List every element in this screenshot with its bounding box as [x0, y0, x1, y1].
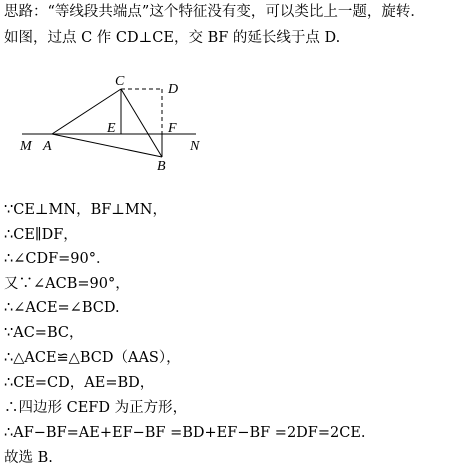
step-11: 故选 B. [4, 450, 53, 466]
step-1: ∵CE⊥MN，BF⊥MN， [4, 202, 167, 218]
step-9: ∴四边形 CEFD 为正方形， [4, 400, 188, 416]
label-d: D [168, 82, 179, 97]
step-7: ∴△ACE≌△BCD（AAS）， [4, 350, 181, 366]
step-10: ∴AF−BF=AE+EF−BF =BD+EF−BF =2DF=2CE. [4, 425, 366, 441]
step-3: ∴∠CDF=90°． [4, 251, 111, 267]
step-8: ∴CE=CD，AE=BD， [4, 375, 155, 391]
label-b: B [157, 159, 166, 174]
label-n: N [190, 139, 200, 154]
step-2: ∴CE∥DF， [4, 227, 78, 243]
step-6: ∵AC=BC， [4, 325, 84, 341]
intro-line-2: 如图，过点 C 作 CD⊥CE，交 BF 的延长线于点 D. [4, 30, 341, 46]
intro-line-1: 思路：“等线段共端点”这个特征没有变，可以类比上一题，旋转． [4, 4, 425, 20]
label-m: M [20, 139, 32, 154]
segment-ab [52, 134, 162, 157]
label-e: E [107, 121, 116, 136]
geometry-figure [0, 66, 230, 181]
segment-cb [121, 89, 162, 157]
step-5: ∴∠ACE=∠BCD. [4, 300, 120, 316]
label-f: F [168, 121, 177, 136]
step-4: 又∵∠ACB=90°， [4, 276, 130, 292]
label-a: A [43, 139, 52, 154]
label-c: C [115, 74, 125, 89]
